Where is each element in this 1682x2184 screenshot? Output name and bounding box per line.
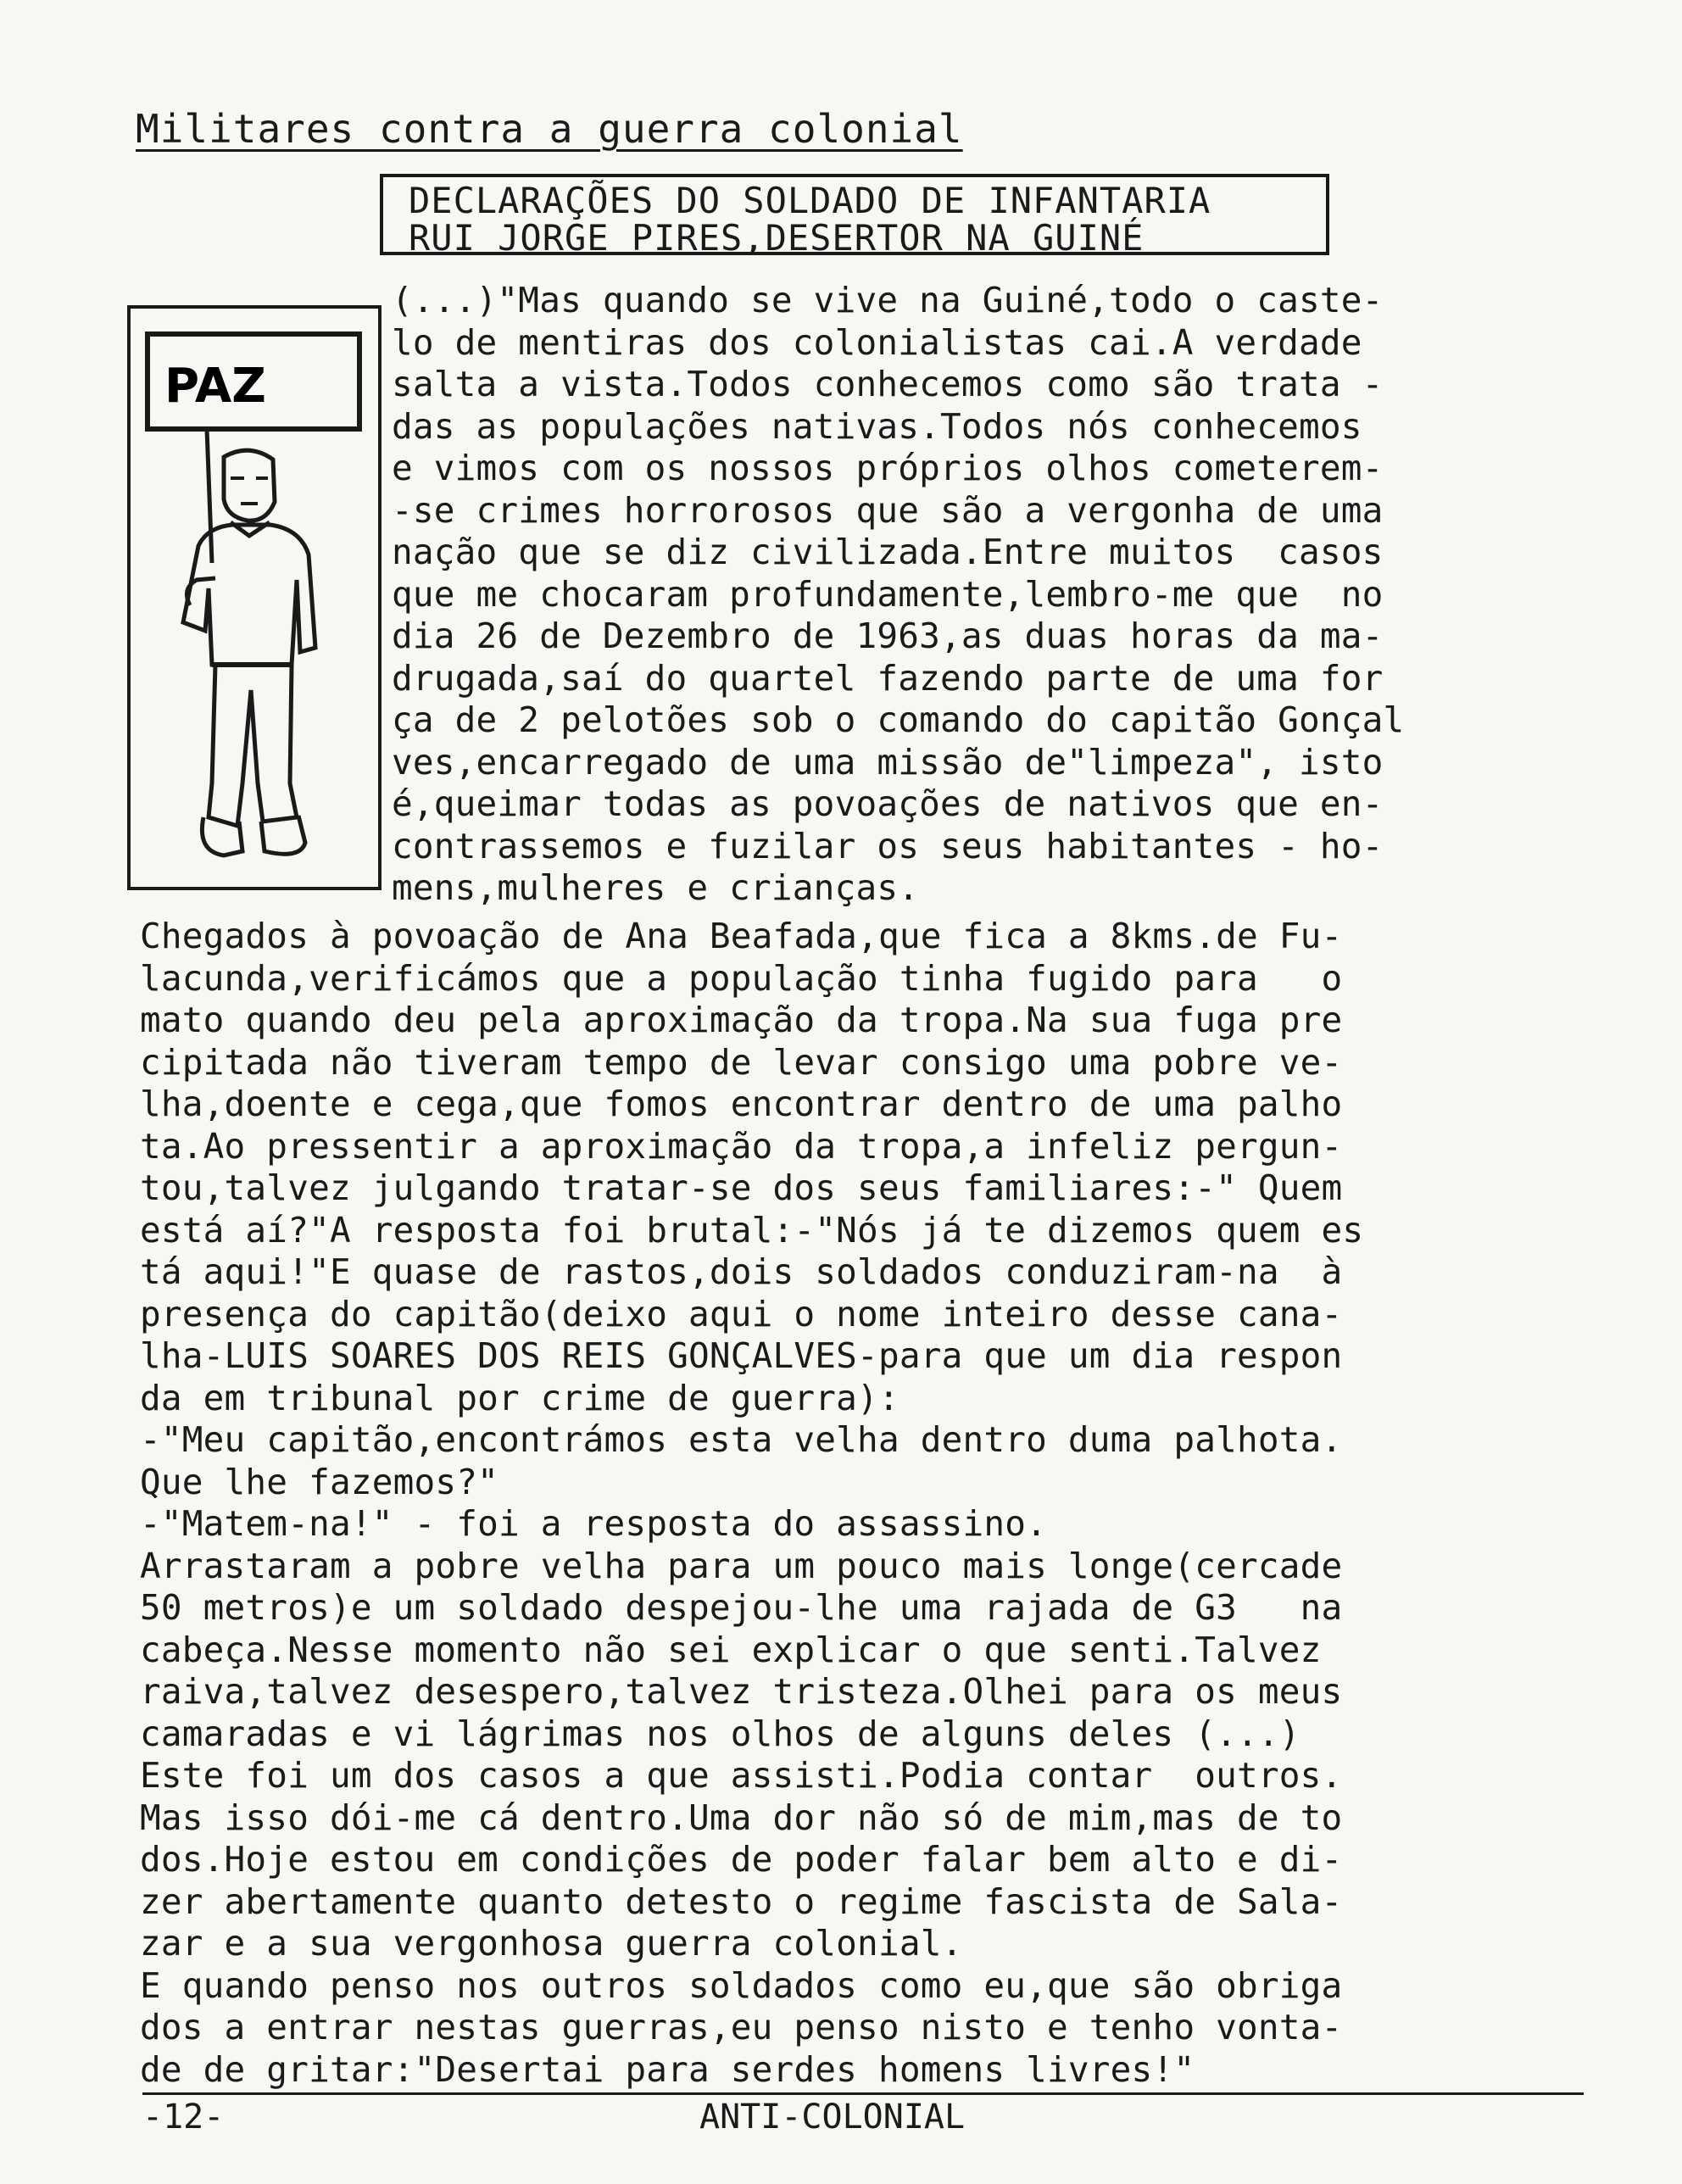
body-line: dos.Hoje estou em condições de poder falar bem alto e di- [140, 1839, 1343, 1880]
body-line: Mas isso dói-me cá dentro.Uma dor não só de mim,mas de to [140, 1797, 1343, 1838]
body-line: 50 metros)e um soldado despejou-lhe uma rajada de G3 na [140, 1587, 1343, 1628]
body-line: de de gritar:"Desertai para serdes homens livres!" [140, 2048, 1195, 2090]
body-line: E quando penso nos outros soldados como eu,que são obriga [140, 1964, 1343, 2006]
protester-drawing [131, 309, 378, 887]
body-line: tou,talvez julgando tratar-se dos seus familiares:-" Quem [140, 1167, 1343, 1208]
protester-illustration [127, 305, 382, 890]
column-line: ça de 2 pelotões sob o comando do capitão Gonçal [392, 699, 1405, 740]
body-line: Que lhe fazemos?" [140, 1461, 499, 1502]
body-line: camaradas e vi lágrimas nos olhos de alguns deles (...) [140, 1713, 1300, 1754]
column-line: -se crimes horrorosos que são a vergonha de uma [392, 489, 1384, 531]
face-shape [231, 478, 268, 504]
sign-pole-shape [207, 429, 212, 563]
body-line: zar e a sua vergonhosa guerra colonial. [140, 1923, 963, 1964]
legs-shape [209, 665, 297, 826]
body-line: lha-LUIS SOARES DOS REIS GONÇALVES-para que um dia respon [140, 1335, 1343, 1376]
body-text [140, 916, 1640, 2091]
body-line: Chegados à povoação de Ana Beafada,que fica a 8kms.de Fu- [140, 916, 1343, 956]
page-number: -12- [142, 2098, 225, 2137]
column-text [392, 280, 1604, 910]
body-line: cipitada não tiveram tempo de levar consigo uma pobre ve- [140, 1041, 1343, 1083]
column-line: é,queimar todas as povoações de nativos que en- [392, 783, 1384, 824]
body-line: Arrastaram a pobre velha para um pouco mais longe(cercade [140, 1545, 1343, 1586]
body-line: lacunda,verificámos que a população tinha fugido para o [140, 957, 1343, 999]
footer-rule [142, 2092, 1584, 2095]
torso-shape [183, 525, 315, 665]
head-shape [224, 450, 275, 521]
column-line: dia 26 de Dezembro de 1963,as duas horas da ma- [392, 616, 1384, 656]
sign-text: PAZ [164, 359, 266, 414]
body-line: dos a entrar nestas guerras,eu penso nisto e tenho vonta- [140, 2007, 1343, 2048]
headline-box [380, 174, 1329, 259]
body-line: lha,doente e cega,que fomos encontrar dentro de uma palho [140, 1084, 1343, 1124]
body-line: -"Matem-na!" - foi a resposta do assassino. [140, 1503, 1048, 1544]
section-title: Militares contra a guerra colonial [136, 106, 963, 152]
body-line: está aí?"A resposta foi brutal:-"Nós já te dizemos quem es [140, 1209, 1364, 1251]
column-line: ves,encarregado de uma missão de"limpeza", isto [392, 741, 1384, 783]
column-line: nação que se diz civilizada.Entre muitos casos [392, 532, 1384, 572]
headline-line-1: DECLARAÇÕES DO SOLDADO DE INFANTARIA [409, 180, 1211, 221]
body-line: da em tribunal por crime de guerra): [140, 1377, 899, 1418]
column-line: contrassemos e fuzilar os seus habitantes - ho- [392, 825, 1384, 866]
column-line: e vimos com os nossos próprios olhos cometerem- [392, 448, 1384, 488]
column-line: salta a vista.Todos conhecemos como são trata - [392, 364, 1384, 404]
body-line: tá aqui!"E quase de rastos,dois soldados conduziram-na à [140, 1251, 1343, 1292]
column-line: das as populações nativas.Todos nós conhecemos [392, 405, 1362, 447]
column-line: lo de mentiras dos colonialistas cai.A verdade [392, 321, 1362, 363]
headline-line-2: RUI JORGE PIRES,DESERTOR NA GUINÉ [409, 217, 1145, 259]
body-line: Este foi um dos casos a que assisti.Podia contar outros. [140, 1755, 1343, 1796]
body-line: zer abertamente quanto detesto o regime fascista de Sala- [140, 1880, 1343, 1922]
column-line: drugada,saí do quartel fazendo parte de uma for [392, 657, 1384, 699]
body-line: mato quando deu pela aproximação da tropa.Na sua fuga pre [140, 1000, 1343, 1040]
column-line: mens,mulheres e crianças. [392, 867, 920, 908]
publication-name: ANTI-COLONIAL [699, 2098, 966, 2137]
body-line: presença do capitão(deixo aqui o nome inteiro desse cana- [140, 1293, 1343, 1334]
column-line: que me chocaram profundamente,lembro-me que no [392, 573, 1384, 615]
column-line: (...)"Mas quando se vive na Guiné,todo o caste- [392, 280, 1384, 320]
body-line: ta.Ao pressentir a aproximação da tropa,a infeliz pergun- [140, 1125, 1343, 1167]
body-line: raiva,talvez desespero,talvez tristeza.Olhei para os meus [140, 1671, 1343, 1712]
body-line: -"Meu capitão,encontrámos esta velha dentro duma palhota. [140, 1419, 1343, 1460]
body-line: cabeça.Nesse momento não sei explicar o que senti.Talvez [140, 1629, 1322, 1670]
